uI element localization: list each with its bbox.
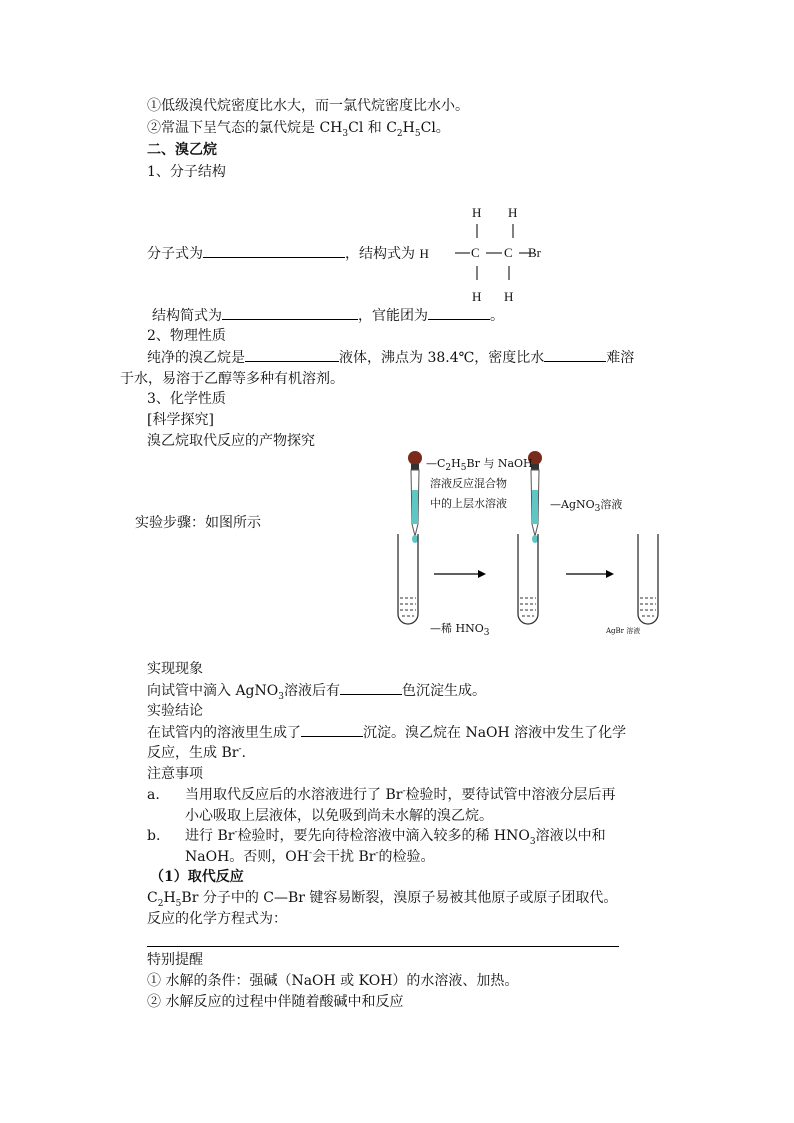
formula-line: 分子式为 ，结构式为 H <box>147 243 429 264</box>
phenomenon-title: 实现现象 <box>147 661 203 677</box>
explore-heading: [科学探究] <box>147 412 214 428</box>
note-a-line-2: 小心吸取上层液体，以免吸到尚未水解的溴乙烷。 <box>185 808 493 824</box>
reminder-title: 特别提醒 <box>147 952 203 968</box>
dropper-label-2: 溶液反应混合物 <box>430 477 507 490</box>
physical-line-2: 于水，易溶于乙醇等多种有机溶剂。 <box>120 371 344 387</box>
struct-br: Br <box>528 245 541 260</box>
experiment-steps: 实验步骤：如图所示 <box>135 515 261 531</box>
conclusion-line-2: 反应，生成 Br-. <box>147 744 246 761</box>
reaction-line-2: 反应的化学方程式为： <box>147 911 287 927</box>
struct-c-1: C <box>471 245 480 260</box>
conclusion-title: 实验结论 <box>147 703 203 719</box>
explore-title: 溴乙烷取代反应的产物探究 <box>147 433 315 449</box>
molecular-formula-blank[interactable] <box>203 243 345 258</box>
struct-c-2: C <box>504 245 513 260</box>
note-a-line-1: 当用取代反应后的水溶液进行了 Br-检验时，要待试管中溶液分层后再 <box>185 786 616 803</box>
physical-line-1: 纯净的溴乙烷是 液体，沸点为 38.4℃，密度比水 难溶 <box>147 347 634 368</box>
notes-title: 注意事项 <box>147 766 203 782</box>
simple-formula-blank[interactable] <box>222 305 358 320</box>
phenomenon-line: 向试管中滴入 AgNO$_3$溶液后有 色沉淀生成。 <box>147 680 486 701</box>
intro-item-1: ①低级溴代烷密度比水大，而一氯代烷密度比水小。 <box>147 98 469 114</box>
subsection-chemical: 3、化学性质 <box>147 391 226 407</box>
test-tube-2 <box>518 534 538 624</box>
struct-h-bottom-2: H <box>504 289 514 304</box>
reaction-line-1: $C_2H_5Br$ 分子中的 C—Br 键容易断裂，溴原子易被其他原子或原子团取代。 <box>147 890 618 909</box>
density-blank[interactable] <box>544 347 606 362</box>
subsection-structure: 1、分子结构 <box>147 164 226 180</box>
conclusion-line-1: 在试管内的溶液里生成了 沉淀。溴乙烷在 NaOH 溶液中发生了化学 <box>147 722 626 743</box>
state-blank[interactable] <box>245 347 339 362</box>
reminder-item-2: ② 水解反应的过程中伴随着酸碱中和反应 <box>147 994 404 1010</box>
simple-formula-line: 结构简式为 ，官能团为 。 <box>152 305 504 326</box>
hno3-label: —稀 $HNO_3$ <box>430 622 490 639</box>
note-a-mark: a. <box>147 787 160 803</box>
note-b-line-1: 进行 Br-检验时，要先向待检溶液中滴入较多的稀 $HNO_3$溶液以中和 <box>185 827 606 847</box>
intro-item-2: ②常温下呈气态的氯代烷是 $CH_3Cl$ 和 $C_2H_5Cl$。 <box>147 120 450 139</box>
dropper-label-3: 中的上层水溶液 <box>430 497 507 510</box>
struct-h-bottom-1: H <box>472 289 482 304</box>
note-b-line-2: NaOH。否则，OH-会干扰 Br-的检验。 <box>185 848 435 865</box>
precipitate-color-blank[interactable] <box>340 680 402 695</box>
section-title: 二、溴乙烷 <box>147 142 217 158</box>
subsection-physical: 2、物理性质 <box>147 328 226 344</box>
reminder-item-1: ① 水解的条件：强碱（NaOH 或 KOH）的水溶液、加热。 <box>147 973 519 989</box>
test-tube-3 <box>638 534 658 624</box>
agbr-label: AgBr 溶液 <box>606 627 641 635</box>
note-b-mark: b. <box>147 828 161 844</box>
dropper-label-1: $—C_2H_5Br$ 与 NaOH <box>426 457 533 474</box>
precipitate-blank[interactable] <box>301 722 363 737</box>
functional-group-blank[interactable] <box>428 305 490 320</box>
dropper-1 <box>408 451 422 543</box>
equation-blank-line[interactable] <box>147 946 619 947</box>
struct-h-top-2: H <box>508 205 518 220</box>
reaction-title: （1）取代反应 <box>150 869 244 885</box>
agno3-label: —AgNO$_3$溶液 <box>550 498 623 515</box>
struct-h-top-1: H <box>472 205 482 220</box>
test-tube-1 <box>398 534 418 624</box>
